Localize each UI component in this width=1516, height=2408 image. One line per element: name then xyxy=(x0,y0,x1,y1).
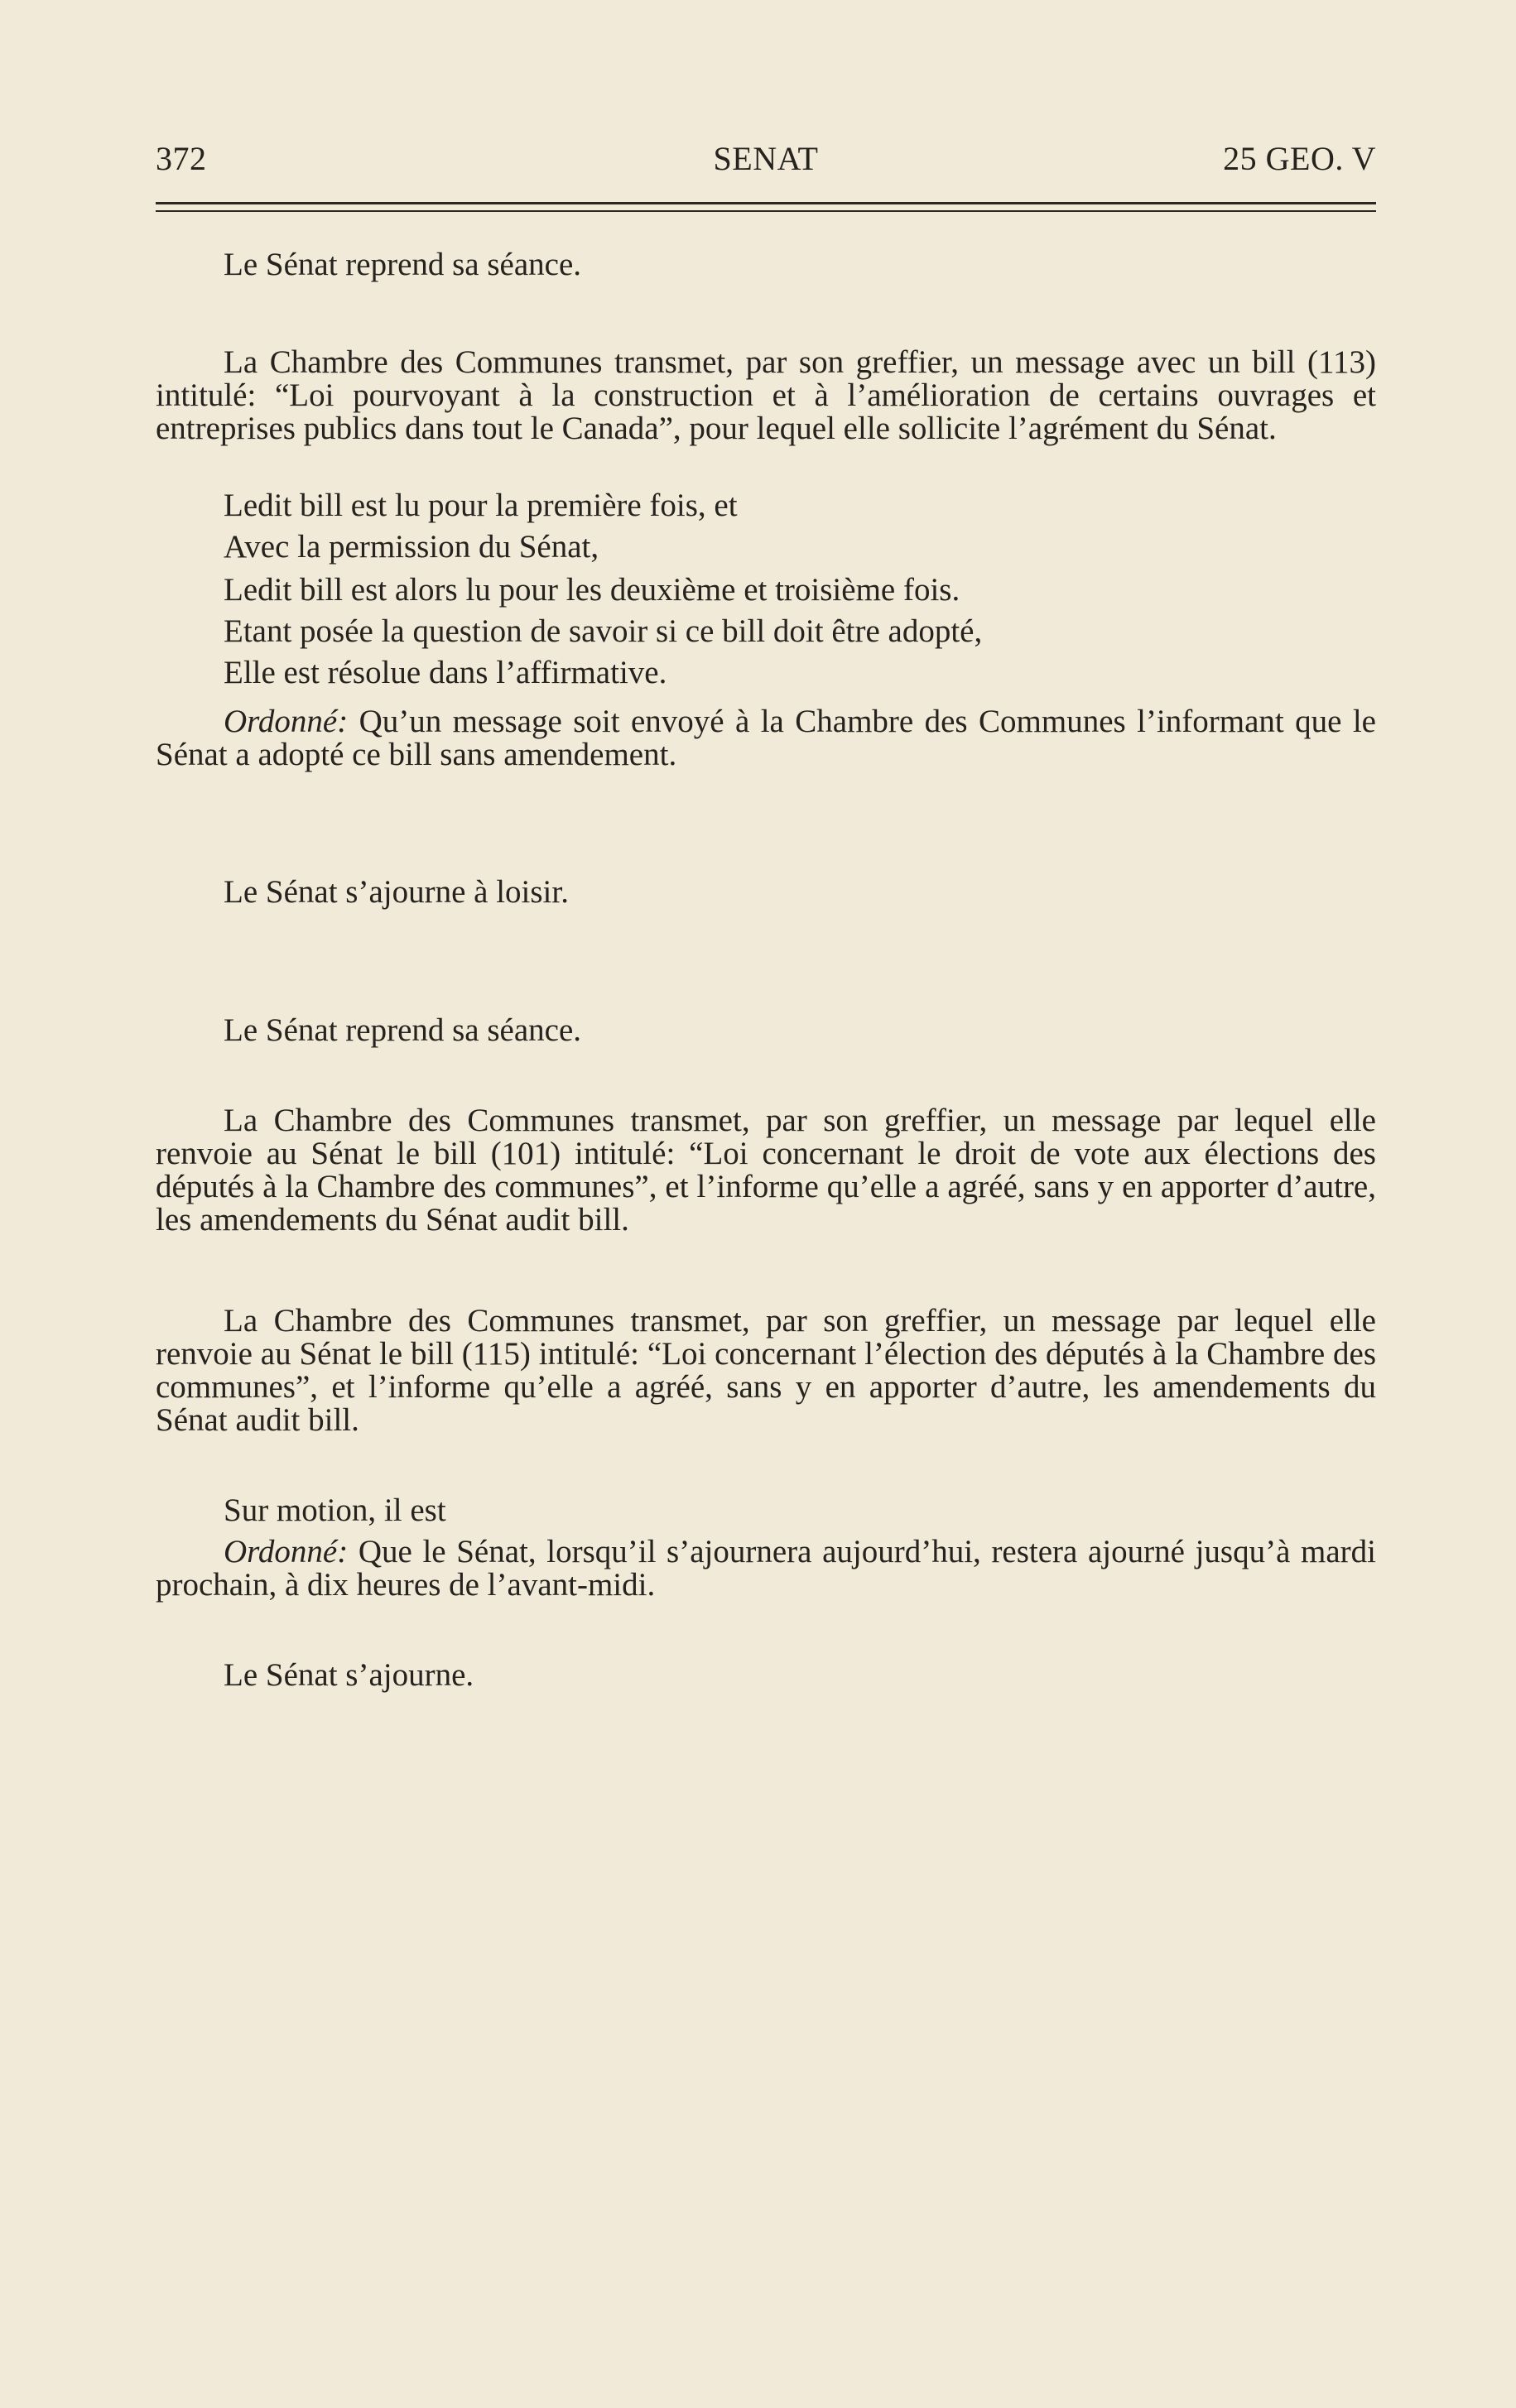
page-header xyxy=(156,139,1376,189)
paragraph-resumes-sitting-2: Le Sénat reprend sa séance. xyxy=(224,1012,582,1048)
paragraph-bill-115-message: La Chambre des Communes transmet, par son greffier, un message par lequel elle renvoie au Sénat le bill (115) intitulé: “Loi concernant l’élection des députés à la Chambre des communes”, et l’informe qu’elle a agréé, sans y en apporter d’autre, les amendements du Sénat audit bill. xyxy=(156,1303,1376,1438)
paragraph-first-reading: Ledit bill est lu pour la première fois, et xyxy=(224,488,738,523)
ordered-text: Qu’un message soit envoyé à la Chambre des Communes l’informant que le Sénat a adopté ce bill sans amendement. xyxy=(156,704,1376,772)
ordered-label: Ordonné: xyxy=(224,704,349,739)
paragraph-resumes-sitting: Le Sénat reprend sa séance. xyxy=(224,247,582,282)
regnal-year: 25 GEO. V xyxy=(1223,140,1376,177)
paragraph-bill-113-message: La Chambre des Communes transmet, par son greffier, un message avec un bill (113) intitulé: “Loi pourvoyant à la construction et à l’amélioration de certains ouvrages et entreprises publics dans tout le Canada”, pour lequel elle sollicite l’agrément du Sénat. xyxy=(156,344,1376,446)
paragraph-question-put: Etant posée la question de savoir si ce bill doit être adopté, xyxy=(224,613,983,649)
paragraph-on-motion: Sur motion, il est xyxy=(224,1492,446,1528)
running-title: SENAT xyxy=(713,140,819,177)
paragraph-bill-101-message: La Chambre des Communes transmet, par son greffier, un message par lequel elle renvoie au Sénat le bill (101) intitulé: “Loi concernant le droit de vote aux élections des députés à la Chambre des communes”, et l’informe qu’elle a agréé, sans y en apporter d’autre, les amendements du Sénat audit bill. xyxy=(156,1103,1376,1238)
paragraph-adjourns-during-pleasure: Le Sénat s’ajourne à loisir. xyxy=(224,874,569,910)
paragraph-resolved-affirmative: Elle est résolue dans l’affirmative. xyxy=(224,655,667,690)
header-double-rule xyxy=(156,202,1376,212)
paragraph-order-adjournment xyxy=(156,1536,1376,1602)
page-number: 372 xyxy=(156,140,207,177)
ordered-text-2: Que le Sénat, lorsqu’il s’ajournera aujourd’hui, restera ajourné jusqu’à mardi prochain, à dix heures de l’avant-midi. xyxy=(156,1534,1376,1603)
paragraph-order-message xyxy=(156,705,1376,771)
paragraph-leave-of-senate: Avec la permission du Sénat, xyxy=(224,529,599,565)
ordered-label-2: Ordonné: xyxy=(224,1534,349,1569)
paragraph-second-third-reading: Ledit bill est alors lu pour les deuxième et troisième fois. xyxy=(224,572,960,608)
paragraph-senate-adjourns: Le Sénat s’ajourne. xyxy=(224,1657,474,1693)
